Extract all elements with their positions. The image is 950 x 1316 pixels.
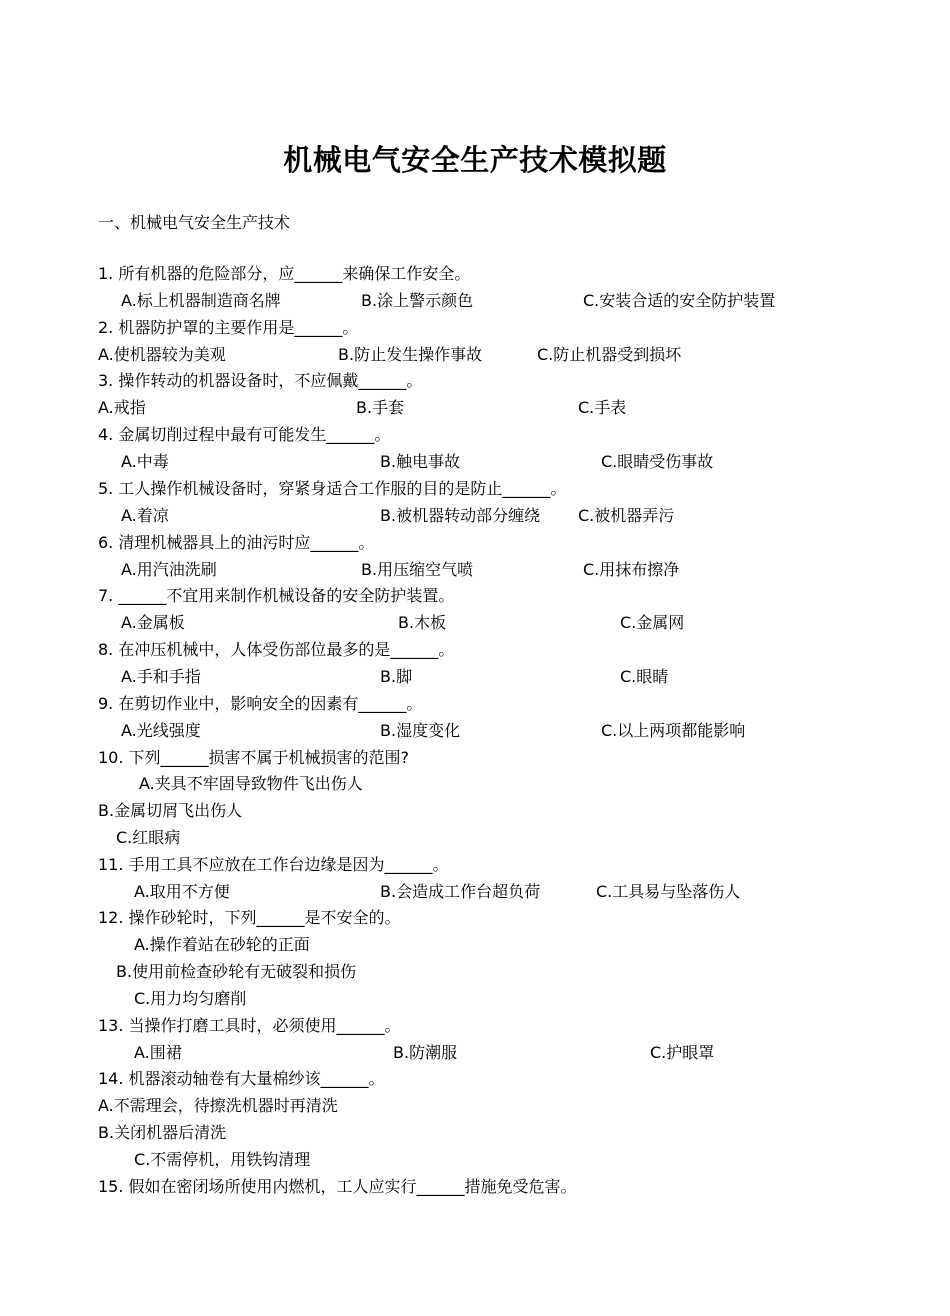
option-7b: B.木板 xyxy=(398,613,447,632)
question-5: 5. 工人操作机械设备时，穿紧身适合工作服的目的是防止______。 xyxy=(98,479,567,498)
question-15: 15. 假如在密闭场所使用内燃机，工人应实行______措施免受危害。 xyxy=(98,1177,577,1196)
option-9b: B.湿度变化 xyxy=(380,721,461,740)
option-4a: A.中毒 xyxy=(121,452,169,471)
option-5b: B.被机器转动部分缠绕 xyxy=(380,506,541,525)
option-1a: A.标上机器制造商名牌 xyxy=(121,291,281,310)
option-12c: C.用力均匀磨削 xyxy=(134,989,247,1008)
option-8a: A.手和手指 xyxy=(121,667,201,686)
option-14b: B.关闭机器后清洗 xyxy=(98,1123,227,1142)
option-2c: C.防止机器受到损坏 xyxy=(537,345,682,364)
option-10b: B.金属切屑飞出伤人 xyxy=(98,801,243,820)
option-13b: B.防潮服 xyxy=(393,1043,458,1062)
option-10a: A.夹具不牢固导致物件飞出伤人 xyxy=(139,774,363,793)
option-4b: B.触电事故 xyxy=(380,452,461,471)
option-6b: B.用压缩空气喷 xyxy=(361,560,474,579)
option-8c: C.眼睛 xyxy=(620,667,669,686)
option-3c: C.手表 xyxy=(578,398,627,417)
option-12a: A.操作着站在砂轮的正面 xyxy=(134,935,310,954)
question-2: 2. 机器防护罩的主要作用是______。 xyxy=(98,318,359,337)
option-7a: A.金属板 xyxy=(121,613,185,632)
option-2b: B.防止发生操作事故 xyxy=(338,345,483,364)
option-10c: C.红眼病 xyxy=(116,828,181,847)
option-3a: A.戒指 xyxy=(98,398,146,417)
option-11a: A.取用不方便 xyxy=(134,882,230,901)
question-8: 8. 在冲压机械中，人体受伤部位最多的是______。 xyxy=(98,640,455,659)
option-3b: B.手套 xyxy=(356,398,405,417)
question-1: 1. 所有机器的危险部分，应______来确保工作安全。 xyxy=(98,264,471,283)
option-12b: B.使用前检查砂轮有无破裂和损伤 xyxy=(116,962,357,981)
option-9c: C.以上两项都能影响 xyxy=(601,721,746,740)
option-4c: C.眼睛受伤事故 xyxy=(601,452,714,471)
question-6: 6. 清理机械器具上的油污时应______。 xyxy=(98,533,375,552)
question-12: 12. 操作砂轮时，下列______是不安全的。 xyxy=(98,908,401,927)
question-13: 13. 当操作打磨工具时，必须使用______。 xyxy=(98,1016,401,1035)
option-1c: C.安装合适的安全防护装置 xyxy=(583,291,776,310)
page-title: 机械电气安全生产技术模拟题 xyxy=(283,143,667,177)
option-7c: C.金属网 xyxy=(620,613,685,632)
option-8b: B.脚 xyxy=(380,667,413,686)
option-6c: C.用抹布擦净 xyxy=(583,560,680,579)
question-4: 4. 金属切削过程中最有可能发生______。 xyxy=(98,425,391,444)
option-6a: A.用汽油洗刷 xyxy=(121,560,217,579)
option-11c: C.工具易与坠落伤人 xyxy=(596,882,741,901)
option-5a: A.着凉 xyxy=(121,506,169,525)
option-14c: C.不需停机，用铁钩清理 xyxy=(134,1150,311,1169)
option-11b: B.会造成工作台超负荷 xyxy=(380,882,541,901)
question-10: 10. 下列______损害不属于机械损害的范围? xyxy=(98,748,410,767)
option-2a: A.使机器较为美观 xyxy=(98,345,226,364)
section-heading: 一、机械电气安全生产技术 xyxy=(98,213,291,232)
question-14: 14. 机器滚动轴卷有大量棉纱该______。 xyxy=(98,1069,385,1088)
option-1b: B.涂上警示颜色 xyxy=(361,291,474,310)
question-9: 9. 在剪切作业中，影响安全的因素有______。 xyxy=(98,694,423,713)
question-11: 11. 手用工具不应放在工作台边缘是因为______。 xyxy=(98,855,449,874)
option-13a: A.围裙 xyxy=(134,1043,182,1062)
option-9a: A.光线强度 xyxy=(121,721,201,740)
option-5c: C.被机器弄污 xyxy=(578,506,675,525)
question-3: 3. 操作转动的机器设备时，不应佩戴______。 xyxy=(98,371,423,390)
option-13c: C.护眼罩 xyxy=(650,1043,715,1062)
question-7: 7. ______不宜用来制作机械设备的安全防护装置。 xyxy=(98,586,455,605)
option-14a: A.不需理会，待擦洗机器时再清洗 xyxy=(98,1096,338,1115)
